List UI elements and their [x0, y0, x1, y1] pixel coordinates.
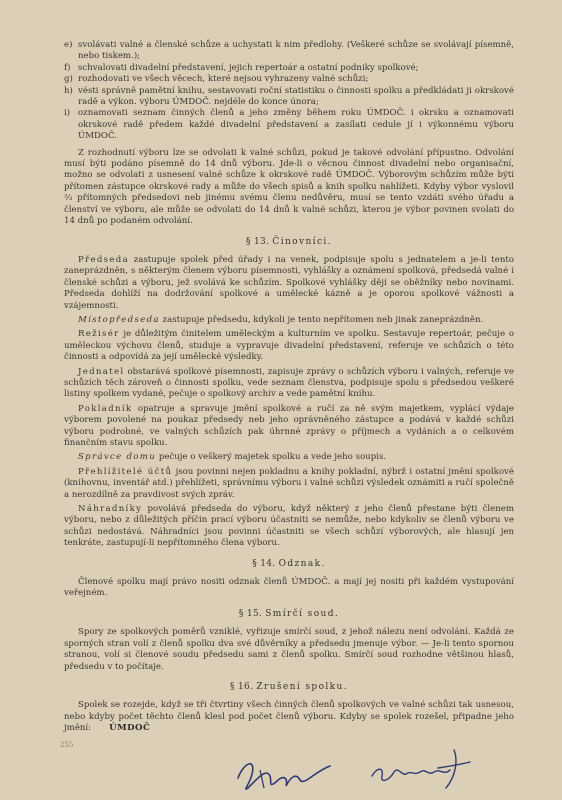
paragraph-prehlizitele: Přehlížitelé účtů jsou povinni nejen pokladnu a knihy pokladní, nýbrž i ostatní jmění spolkové (knihovnu, inventář atd.) přehlížeti, správnímu výboru i valné schůzi výsledek oznámiti a ručí společně a nerozdílně za pravdivost svých zpráv.: [64, 466, 514, 500]
list-marker: h): [64, 85, 73, 96]
vybor-paragraph: Z rozhodnutí výboru lze se odvolati k valné schůzi, pokud je takové odvolání přípustno. Odvolání musí býti podáno písemně do 14 dnů výboru. Jde-li o věcnou činnost divadelní nebo organisační, možno se odvolati z usnesení valné schůze k okrskové radě ÚMDOČ. Výborovým schůzím může býti přítomen zástupce okrskové rady a může do všech spisů a knih spolku nahlížeti. Kdyby výbor vyslovil ⅔ přítomných předsedovi neb jinému svému členu nedůvěru, musí se tento vzdáti svého úřadu a členství ve výboru, ale může se odvolati do 14 dnů k valné schůzi, kterou je výbor povinen svolati do 14 dnů po podaném odvolání.: [64, 147, 514, 227]
paragraph-mistopredseda: Místopředseda zastupuje předsedu, kdykoli je tento nepřítomen neb jinak zaneprázdněn.: [78, 314, 484, 325]
list-item: [64, 40, 514, 63]
paragraph-spravce-domu: Správce domu pečuje o veškerý majetek spolku a vede jeho soupis.: [78, 452, 387, 463]
list-item: [64, 86, 514, 109]
paragraph-nahradnici: Náhradníky povolává předseda do výboru, když některý z jeho členů přestane býti členem výboru, nebo z důležitých příčin prací výboru účastniti se nemůže, nebo kdykoliv se členů výboru ve schůzi nedostává. Náhradníci jsou povinni účastniti se všech schůzí výborových, ale hlasují jen tenkráte, zastupují-li nepřítomného člena výboru.: [64, 504, 515, 549]
list-text: svolávati valné a členské schůze a uchystati k nim předlohy. (Veškeré schůze se svolávají písemně, nebo tiskem.);: [78, 40, 514, 62]
section-16-heading: § 16. Zrušení spolku.: [230, 681, 348, 692]
signature-1: [230, 748, 340, 798]
list-text: schvalovati divadelní představení, jejich repertoár a ostatní podniky spolkové;: [78, 62, 419, 73]
list-item: [64, 63, 514, 74]
list-marker: e): [64, 40, 73, 50]
paragraph-zruseni: Spolek se rozejde, když se tři čtvrtiny všech činných členů spolkových ve valné schůzi tak usnesou, nebo kdyby počet těchto členů klesl pod počet členů výboru. Kdyby se spolek rozešel, připadne jeho jmění: ÚMDOČ: [64, 700, 514, 734]
list-marker: i): [64, 108, 71, 119]
list-text: rozhodovati ve všech věcech, které nejsou vyhrazeny valné schůzi;: [78, 74, 369, 85]
signature-2: [366, 742, 476, 797]
list-item: [64, 74, 514, 85]
paragraph-predseda: Předseda zastupuje spolek před úřady i na venek, podpisuje spolu s jednatelem a je-li tento zaneprázdněn, s některým členem výboru písemnosti, vyhlášky a oznámení spolková, předsedá valné i členské schůzi a výboru, jež svolává ke schůzím. Spolkové vyhlášky dějí se oběžníky nebo novinami. Předseda dohlíží na dodržování spolkové a umělecké kázně a je oporou spolkové vážnosti a vzájemnosti.: [64, 254, 514, 311]
duties-list: [64, 40, 514, 143]
paragraph-smirci-soud: Spory ze spolkových poměrů vzniklé, vyřizuje smírčí soud, z jehož nálezu není odvolání. Každá ze sporných stran volí z členů spolku dva své důvěrníky a předsedu jmenuje výbor. — Je-li tento spornou stranou, volí si členové soudu předsedu sami z členů spolku. Smírčí soud rozhodne většinou hlasů, předsedu v to počítaje.: [64, 627, 514, 672]
list-text: vésti správně pamětní knihu, sestavovati roční statistiku o činnosti spolku a předkládati ji okrskové radě a výkon. výboru ÚMDOČ. nejdéle do konce února;: [78, 85, 514, 108]
paragraph-jednatel: Jednatel obstarává spolkové písemnosti, zapisuje zprávy o schůzích výboru i valných, referuje ve schůzích těch zároveň o činnosti spolku, vede seznam členstva, podpisuje spolu s předsedou veškeré listiny spolkem vydané, pečuje o spolkový archiv a vede pamětní knihu.: [64, 366, 515, 400]
list-marker: g): [64, 74, 73, 85]
list-item: [64, 108, 514, 142]
paragraph-reziser: Režisér je důležitým činitelem uměleckým a kulturním ve spolku. Sestavuje repertoár, pečuje o uměleckou výchovu členů, studuje a vypravuje divadelní představení, referuje ve schůzích o této činnosti a odpovídá za její umělecké výsledky.: [64, 329, 514, 363]
section-15-heading: § 15. Smírčí soud.: [238, 608, 340, 619]
section-13-heading: § 13. Činovníci.: [246, 236, 332, 247]
filled-in-text: ÚMDOČ: [109, 723, 151, 734]
section-14-heading: § 14. Odznak.: [252, 558, 326, 569]
paragraph-odznak: Členové spolku mají právo nositi odznak členů ÚMDOČ. a mají jej nositi při každém vystupování veřejném.: [64, 577, 514, 599]
list-marker: f): [64, 62, 71, 73]
list-text: oznamovati seznam činných členů a jeho změny během roku ÚMDOČ. i okrsku a oznamovati okrskové radě předem každé divadelní představení a zasílati cedule jí i výkonnému výboru ÚMDOČ.: [78, 108, 514, 142]
paragraph-pokladnik: Pokladník opatruje a spravuje jmění spolkové a ručí za ně svým majetkem, vyplácí výdaje výborem povolené na poukaz předsedy neb jeho oprávněného zástupce a podává v každé schůzi výboru podrobné, ve valných schůzích pak úhrnné zprávy o příjmech a vydáních a o celkovém finančním stavu spolku.: [64, 403, 515, 448]
page-number: 255: [60, 741, 74, 749]
